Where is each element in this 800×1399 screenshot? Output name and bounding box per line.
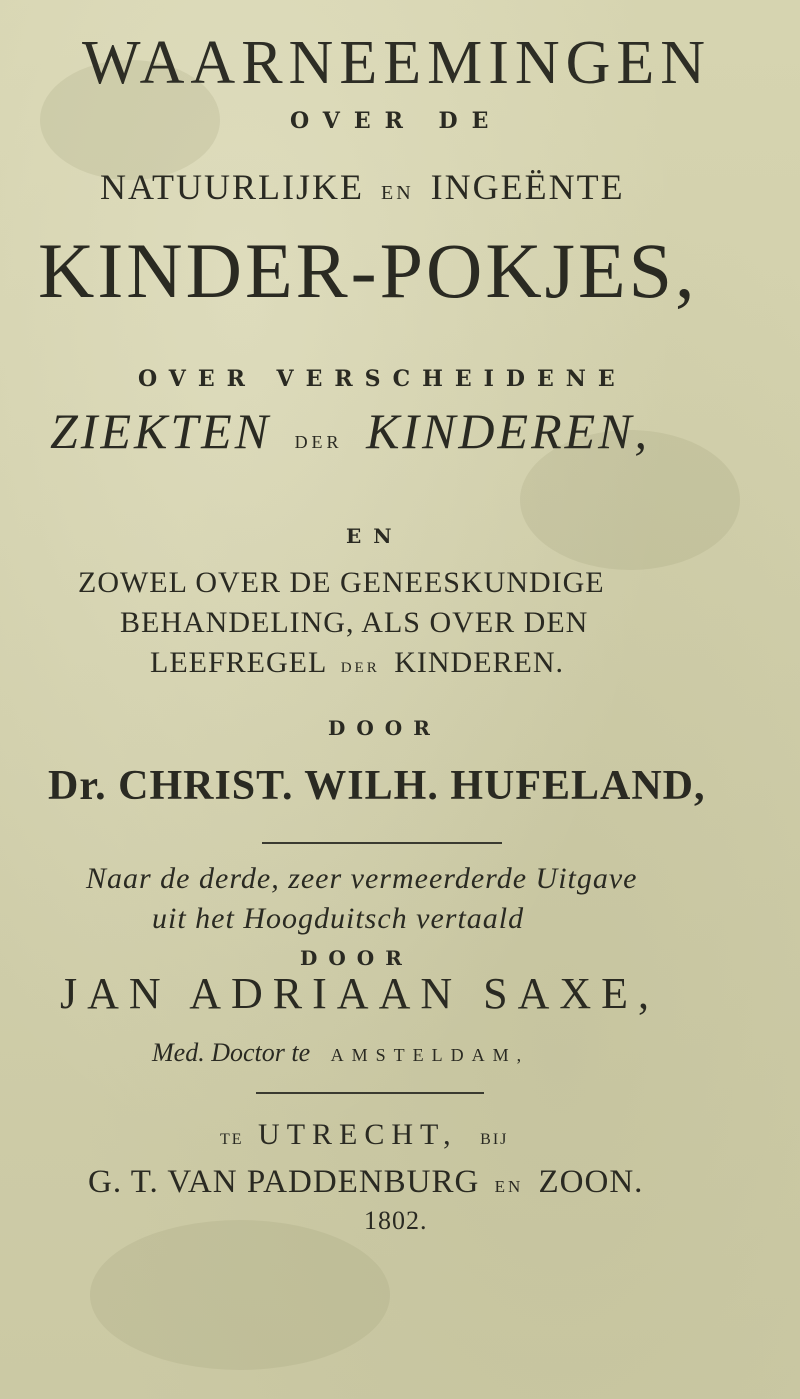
- title-waarneemingen: WAARNEEMINGEN: [82, 29, 712, 97]
- line-over-de: OVER DE: [290, 108, 503, 134]
- line-door-2: DOOR: [300, 946, 413, 970]
- line-zowel-over: ZOWEL OVER DE GENEESKUNDIGE: [78, 566, 605, 599]
- line-uit-het-hoogduitsch: uit het Hoogduitsch vertaald: [152, 902, 525, 935]
- line-leefregel: LEEFREGEL DER KINDEREN.: [150, 646, 565, 679]
- divider-rule: [256, 1092, 484, 1094]
- line-med-doctor: Med. Doctor te AMSTELDAM,: [152, 1038, 530, 1067]
- line-te-utrecht: TE UTRECHT, BIJ: [220, 1118, 509, 1151]
- paper-stain: [90, 1220, 390, 1370]
- line-behandeling: BEHANDELING, ALS OVER DEN: [120, 606, 589, 639]
- title-ziekten-der-kinderen: ZIEKTEN DER KINDEREN,: [50, 403, 650, 459]
- line-natuurlijke: NATUURLIJKE EN INGEËNTE: [100, 167, 625, 207]
- title-kinder-pokjes: KINDER-POKJES,: [38, 227, 698, 314]
- divider-rule: [262, 842, 502, 844]
- line-naar-de-derde: Naar de derde, zeer vermeerderde Uitgave: [86, 862, 638, 895]
- line-over-verscheidene: OVER VERSCHEIDENE: [138, 366, 627, 392]
- translator-saxe: JAN ADRIAAN SAXE,: [60, 969, 660, 1018]
- line-door-1: DOOR: [328, 716, 441, 740]
- publication-year: 1802.: [364, 1206, 428, 1235]
- line-en: EN: [346, 524, 404, 548]
- publisher-paddenburg: G. T. VAN PADDENBURG EN ZOON.: [88, 1164, 644, 1200]
- author-hufeland: Dr. CHRIST. WILH. HUFELAND,: [48, 763, 706, 809]
